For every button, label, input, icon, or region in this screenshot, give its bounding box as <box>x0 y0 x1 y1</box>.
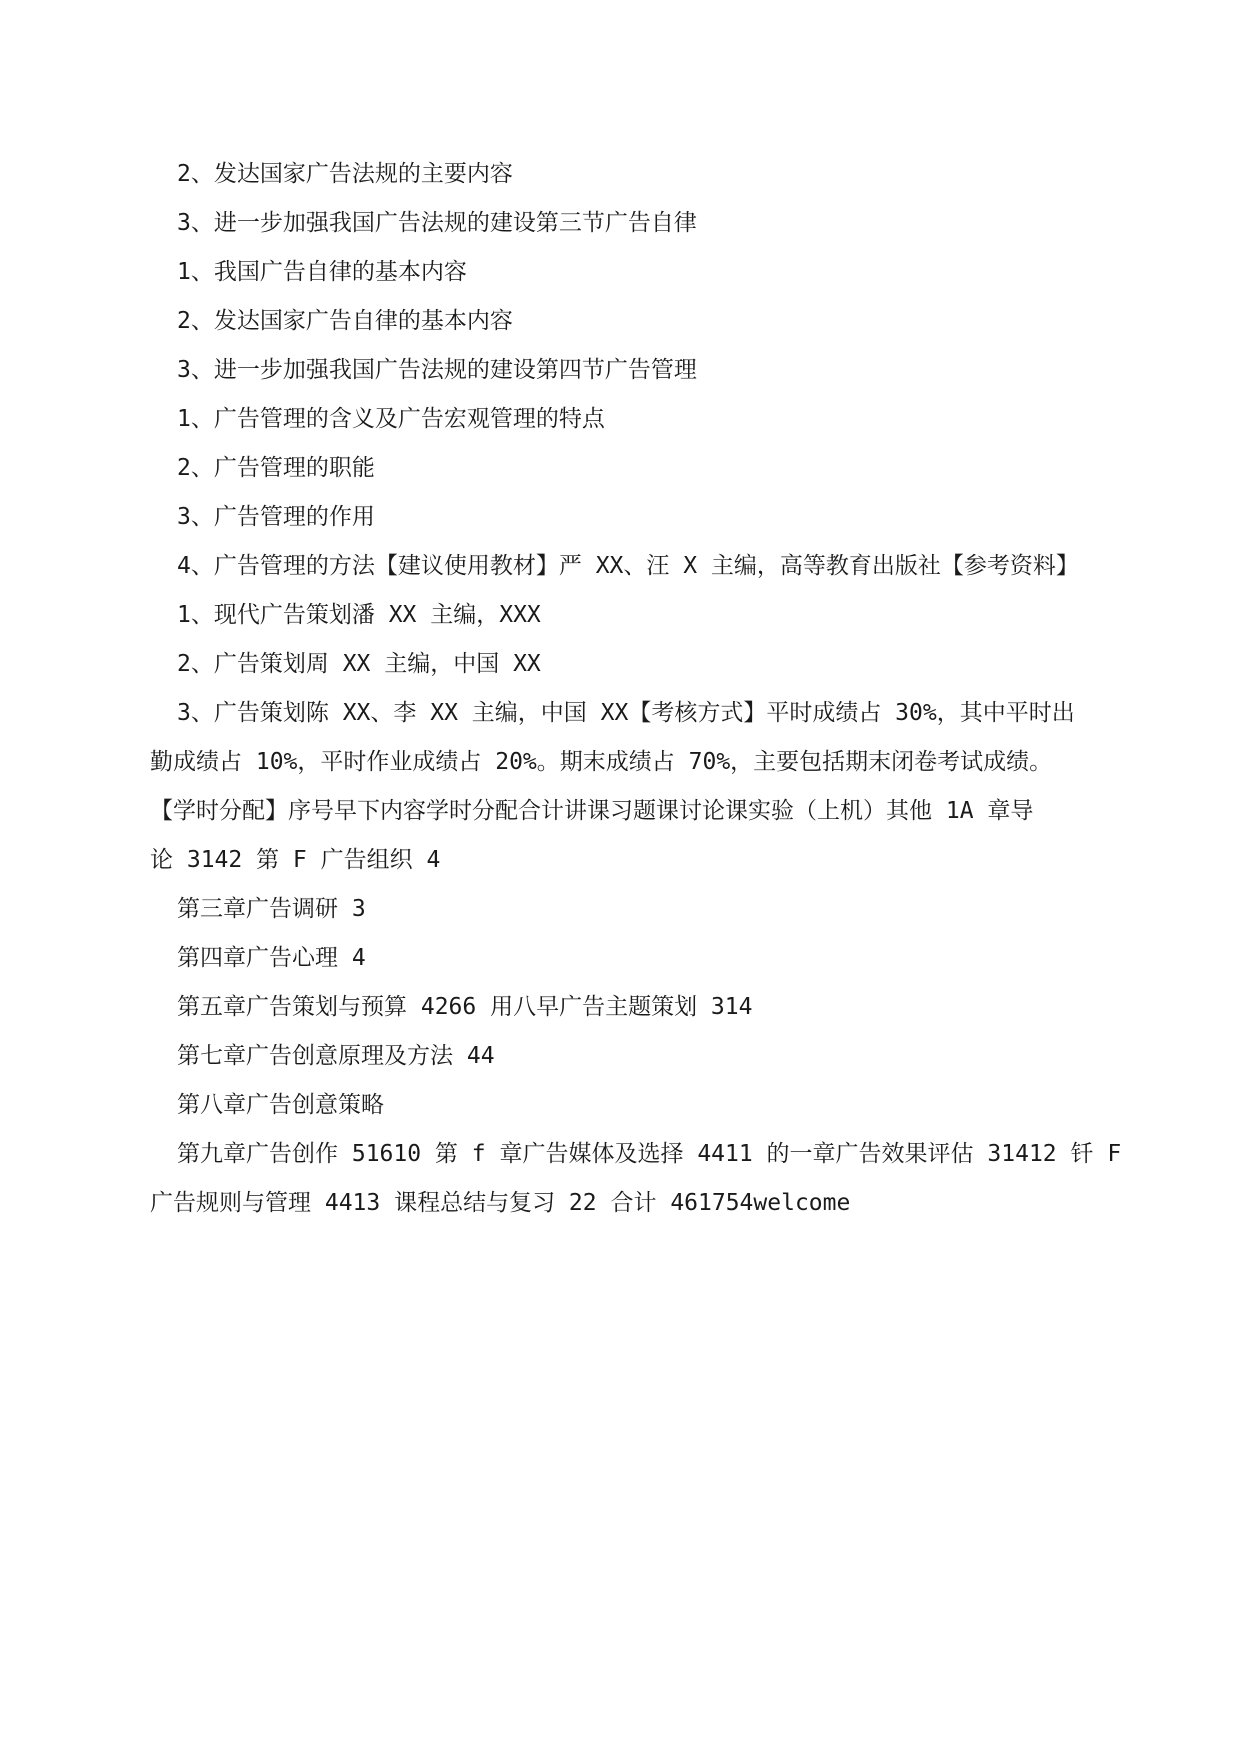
text-line: 第八章广告创意策略 <box>177 1092 384 1118</box>
text-line: 第九章广告创作 51610 第 f 章广告媒体及选择 4411 的一章广告效果评估 31412 钎 F <box>177 1141 1122 1167</box>
text-line: 勤成绩占 10%，平时作业成绩占 20%。期末成绩占 70%，主要包括期末闭卷考试成绩。 <box>150 749 1053 775</box>
text-line: 3、进一步加强我国广告法规的建设第三节广告自律 <box>177 210 697 236</box>
text-line: 论 3142 第 F 广告组织 4 <box>150 847 441 873</box>
text-line: 2、发达国家广告法规的主要内容 <box>177 161 513 187</box>
text-line: 第四章广告心理 4 <box>177 945 366 971</box>
text-line: 2、广告管理的职能 <box>177 455 375 481</box>
text-line: 第五章广告策划与预算 4266 用八早广告主题策划 314 <box>177 994 753 1020</box>
text-line: 3、进一步加强我国广告法规的建设第四节广告管理 <box>177 357 697 383</box>
text-line: 广告规则与管理 4413 课程总结与复习 22 合计 461754welcome <box>150 1190 851 1216</box>
document-body <box>150 150 1122 1228</box>
text-line: 3、广告管理的作用 <box>177 504 375 530</box>
text-line: 4、广告管理的方法【建议使用教材】严 XX、汪 X 主编，高等教育出版社【参考资料】 <box>177 553 1079 579</box>
text-line: 第三章广告调研 3 <box>177 896 366 922</box>
text-line: 2、广告策划周 XX 主编，中国 XX <box>177 651 541 677</box>
text-line: 第七章广告创意原理及方法 44 <box>177 1043 495 1069</box>
text-line: 1、广告管理的含义及广告宏观管理的特点 <box>177 406 605 432</box>
text-line: 1、我国广告自律的基本内容 <box>177 259 467 285</box>
text-line: 【学时分配】序号早下内容学时分配合计讲课习题课讨论课实验（上机）其他 1A 章导 <box>150 798 1034 824</box>
text-line: 1、现代广告策划潘 XX 主编，XXX <box>177 602 541 628</box>
text-line: 2、发达国家广告自律的基本内容 <box>177 308 513 334</box>
text-line: 3、广告策划陈 XX、李 XX 主编，中国 XX【考核方式】平时成绩占 30%，其中平时出 <box>177 700 1075 726</box>
